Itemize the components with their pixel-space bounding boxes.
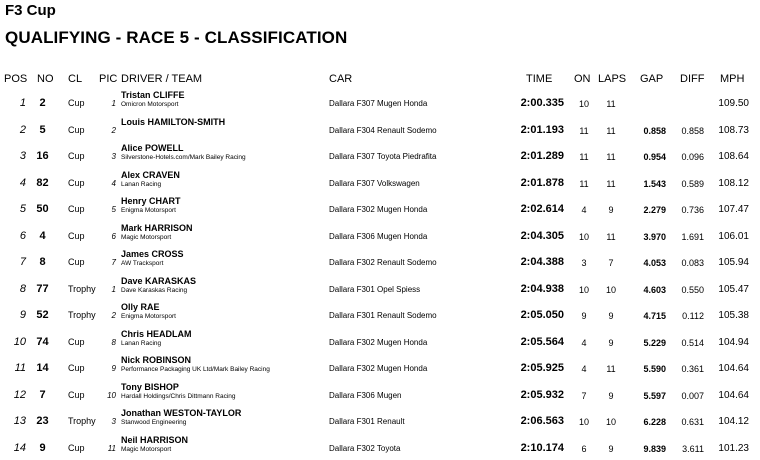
cell-driver: Chris HEADLAM xyxy=(121,329,192,339)
header-driver: DRIVER / TEAM xyxy=(121,73,202,85)
cell-car: Dallara F302 Renault Sodemo xyxy=(329,258,437,267)
cell-gap: 9.839 xyxy=(630,444,666,454)
header-no: NO xyxy=(37,73,54,85)
cell-cl: Cup xyxy=(68,178,85,188)
cell-mph: 105.47 xyxy=(708,284,749,295)
cell-laps: 9 xyxy=(600,391,622,401)
cell-team: AW Tracksport xyxy=(121,260,163,267)
cell-pos: 3 xyxy=(0,150,26,162)
cell-no: 74 xyxy=(30,336,55,348)
cell-pos: 9 xyxy=(0,309,26,321)
cell-pic: 1 xyxy=(104,99,116,108)
cell-team: Magic Motorsport xyxy=(121,234,171,241)
cell-no: 52 xyxy=(30,309,55,321)
cell-mph: 108.73 xyxy=(708,125,749,136)
header-car: CAR xyxy=(329,73,352,85)
cell-cl: Cup xyxy=(68,337,85,347)
cell-on: 6 xyxy=(573,444,595,454)
cell-mph: 108.64 xyxy=(708,151,749,162)
cell-laps: 10 xyxy=(600,285,622,295)
cell-no: 7 xyxy=(30,389,55,401)
cell-car: Dallara F304 Renault Sodemo xyxy=(329,126,437,135)
cell-driver: Tristan CLIFFE xyxy=(121,90,185,100)
cell-driver: James CROSS xyxy=(121,249,184,259)
cell-pos: 7 xyxy=(0,256,26,268)
cell-diff: 0.361 xyxy=(670,364,704,374)
cell-pos: 14 xyxy=(0,442,26,454)
cell-team: Dave Karaskas Racing xyxy=(121,287,187,294)
cell-diff: 0.514 xyxy=(670,338,704,348)
header-cl: CL xyxy=(68,73,82,85)
cell-on: 4 xyxy=(573,338,595,348)
cell-driver: Nick ROBINSON xyxy=(121,355,191,365)
cell-pic: 11 xyxy=(104,444,116,453)
header-time: TIME xyxy=(526,73,552,85)
header-mph: MPH xyxy=(720,73,744,85)
cell-mph: 104.94 xyxy=(708,337,749,348)
cell-cl: Cup xyxy=(68,257,85,267)
cell-driver: Olly RAE xyxy=(121,302,160,312)
cell-on: 11 xyxy=(573,179,595,189)
cell-diff: 0.550 xyxy=(670,285,704,295)
cell-on: 11 xyxy=(573,126,595,136)
cell-driver: Louis HAMILTON-SMITH xyxy=(121,117,225,127)
cell-cl: Cup xyxy=(68,390,85,400)
header-laps: LAPS xyxy=(598,73,626,85)
cell-gap: 4.715 xyxy=(630,311,666,321)
cell-time: 2:05.932 xyxy=(500,389,564,401)
cell-car: Dallara F306 Mugen xyxy=(329,391,401,400)
cell-car: Dallara F302 Mugen Honda xyxy=(329,205,427,214)
table-row xyxy=(0,222,760,249)
cell-laps: 11 xyxy=(600,364,622,374)
cell-pic: 8 xyxy=(104,338,116,347)
cell-mph: 105.38 xyxy=(708,310,749,321)
cell-no: 2 xyxy=(30,97,55,109)
cell-pic: 2 xyxy=(104,311,116,320)
cell-pos: 11 xyxy=(0,362,26,374)
cell-cl: Trophy xyxy=(68,416,96,426)
cell-team: Enigma Motorsport xyxy=(121,313,176,320)
header-on: ON xyxy=(574,73,591,85)
cell-diff: 0.589 xyxy=(670,179,704,189)
cell-laps: 11 xyxy=(600,152,622,162)
cell-cl: Cup xyxy=(68,231,85,241)
cell-diff: 0.736 xyxy=(670,205,704,215)
table-row xyxy=(0,89,760,116)
header-pos: POS xyxy=(4,73,27,85)
cell-pic: 2 xyxy=(104,126,116,135)
cell-diff: 3.611 xyxy=(670,444,704,454)
cell-pic: 5 xyxy=(104,205,116,214)
cell-mph: 104.12 xyxy=(708,416,749,427)
cell-laps: 9 xyxy=(600,338,622,348)
cell-time: 2:02.614 xyxy=(500,203,564,215)
cell-time: 2:01.878 xyxy=(500,177,564,189)
cell-laps: 11 xyxy=(600,126,622,136)
cell-car: Dallara F306 Mugen Honda xyxy=(329,232,427,241)
cell-laps: 11 xyxy=(600,179,622,189)
table-row xyxy=(0,142,760,169)
cell-laps: 9 xyxy=(600,311,622,321)
cell-car: Dallara F307 Toyota Piedrafita xyxy=(329,152,436,161)
cell-driver: Henry CHART xyxy=(121,196,181,206)
cell-time: 2:06.563 xyxy=(500,415,564,427)
cell-gap: 2.279 xyxy=(630,205,666,215)
cell-cl: Cup xyxy=(68,125,85,135)
cell-mph: 101.23 xyxy=(708,443,749,454)
cell-laps: 9 xyxy=(600,444,622,454)
cell-no: 16 xyxy=(30,150,55,162)
cell-diff: 0.096 xyxy=(670,152,704,162)
cell-pos: 12 xyxy=(0,389,26,401)
cell-diff: 0.631 xyxy=(670,417,704,427)
cell-diff: 0.007 xyxy=(670,391,704,401)
cell-time: 2:00.335 xyxy=(500,97,564,109)
cell-pos: 4 xyxy=(0,177,26,189)
cell-mph: 105.94 xyxy=(708,257,749,268)
cell-time: 2:04.388 xyxy=(500,256,564,268)
cell-no: 50 xyxy=(30,203,55,215)
cell-mph: 106.01 xyxy=(708,231,749,242)
cell-pic: 10 xyxy=(104,391,116,400)
cell-driver: Tony BISHOP xyxy=(121,382,179,392)
cell-team: Lanan Racing xyxy=(121,340,161,347)
cell-driver: Alice POWELL xyxy=(121,143,184,153)
cell-laps: 7 xyxy=(600,258,622,268)
cell-pos: 1 xyxy=(0,97,26,109)
cell-time: 2:05.925 xyxy=(500,362,564,374)
cell-pic: 3 xyxy=(104,152,116,161)
cell-driver: Jonathan WESTON-TAYLOR xyxy=(121,408,241,418)
cell-pos: 13 xyxy=(0,415,26,427)
table-row xyxy=(0,381,760,408)
cell-pos: 6 xyxy=(0,230,26,242)
table-row xyxy=(0,195,760,222)
cell-car: Dallara F307 Mugen Honda xyxy=(329,99,427,108)
cell-diff: 0.858 xyxy=(670,126,704,136)
cell-no: 82 xyxy=(30,177,55,189)
cell-driver: Mark HARRISON xyxy=(121,223,193,233)
table-row xyxy=(0,116,760,143)
cell-time: 2:04.305 xyxy=(500,230,564,242)
cell-cl: Cup xyxy=(68,151,85,161)
cell-no: 23 xyxy=(30,415,55,427)
cell-gap: 5.597 xyxy=(630,391,666,401)
cell-pic: 4 xyxy=(104,179,116,188)
cell-mph: 104.64 xyxy=(708,363,749,374)
cell-gap: 0.858 xyxy=(630,126,666,136)
cell-mph: 108.12 xyxy=(708,178,749,189)
cell-time: 2:01.289 xyxy=(500,150,564,162)
cell-on: 3 xyxy=(573,258,595,268)
cell-driver: Dave KARASKAS xyxy=(121,276,196,286)
cell-driver: Neil HARRISON xyxy=(121,435,188,445)
cell-team: Enigma Motorsport xyxy=(121,207,176,214)
cell-cl: Cup xyxy=(68,204,85,214)
cell-on: 10 xyxy=(573,417,595,427)
cell-no: 9 xyxy=(30,442,55,454)
cell-gap: 3.970 xyxy=(630,232,666,242)
cell-on: 7 xyxy=(573,391,595,401)
table-row xyxy=(0,301,760,328)
cell-pic: 3 xyxy=(104,417,116,426)
cell-no: 77 xyxy=(30,283,55,295)
cell-cl: Cup xyxy=(68,443,85,453)
cell-gap: 1.543 xyxy=(630,179,666,189)
cell-pos: 2 xyxy=(0,124,26,136)
cell-car: Dallara F301 Renault Sodemo xyxy=(329,311,437,320)
cell-mph: 109.50 xyxy=(708,98,749,109)
table-row xyxy=(0,434,760,460)
cell-car: Dallara F301 Renault xyxy=(329,417,405,426)
cell-gap: 5.590 xyxy=(630,364,666,374)
cell-cl: Trophy xyxy=(68,284,96,294)
cell-team: Silverstone-Hotels.com/Mark Bailey Racing xyxy=(121,154,246,161)
cell-laps: 11 xyxy=(600,99,622,109)
cell-time: 2:04.938 xyxy=(500,283,564,295)
cell-on: 10 xyxy=(573,99,595,109)
cell-time: 2:10.174 xyxy=(500,442,564,454)
cell-pic: 9 xyxy=(104,364,116,373)
cell-on: 11 xyxy=(573,152,595,162)
cell-no: 4 xyxy=(30,230,55,242)
cell-team: Lanan Racing xyxy=(121,181,161,188)
cell-team: Performance Packaging UK Ltd/Mark Bailey Racing xyxy=(121,366,270,373)
cell-cl: Cup xyxy=(68,363,85,373)
series-name: F3 Cup xyxy=(5,2,56,19)
cell-gap: 5.229 xyxy=(630,338,666,348)
header-pic: PIC xyxy=(99,73,117,85)
cell-on: 4 xyxy=(573,364,595,374)
cell-diff: 0.112 xyxy=(670,311,704,321)
cell-pic: 6 xyxy=(104,232,116,241)
cell-mph: 104.64 xyxy=(708,390,749,401)
cell-team: Omicron Motorsport xyxy=(121,101,178,108)
cell-pos: 8 xyxy=(0,283,26,295)
cell-on: 10 xyxy=(573,285,595,295)
cell-pic: 7 xyxy=(104,258,116,267)
cell-driver: Alex CRAVEN xyxy=(121,170,180,180)
cell-car: Dallara F302 Mugen Honda xyxy=(329,338,427,347)
cell-no: 8 xyxy=(30,256,55,268)
cell-laps: 11 xyxy=(600,232,622,242)
table-row xyxy=(0,328,760,355)
cell-diff: 0.083 xyxy=(670,258,704,268)
cell-team: Hardall Holdings/Chris Dittmann Racing xyxy=(121,393,236,400)
cell-gap: 4.603 xyxy=(630,285,666,295)
cell-cl: Cup xyxy=(68,98,85,108)
table-row xyxy=(0,248,760,275)
cell-cl: Trophy xyxy=(68,310,96,320)
cell-time: 2:05.564 xyxy=(500,336,564,348)
cell-laps: 10 xyxy=(600,417,622,427)
header-diff: DIFF xyxy=(680,73,704,85)
cell-car: Dallara F307 Volkswagen xyxy=(329,179,420,188)
cell-team: Magic Motorsport xyxy=(121,446,171,453)
cell-car: Dallara F302 Toyota xyxy=(329,444,400,453)
cell-pic: 1 xyxy=(104,285,116,294)
cell-mph: 107.47 xyxy=(708,204,749,215)
cell-no: 5 xyxy=(30,124,55,136)
cell-diff: 1.691 xyxy=(670,232,704,242)
table-row xyxy=(0,407,760,434)
cell-on: 4 xyxy=(573,205,595,215)
cell-laps: 9 xyxy=(600,205,622,215)
cell-on: 10 xyxy=(573,232,595,242)
cell-pos: 10 xyxy=(0,336,26,348)
cell-gap: 4.053 xyxy=(630,258,666,268)
header-gap: GAP xyxy=(640,73,663,85)
cell-car: Dallara F302 Mugen Honda xyxy=(329,364,427,373)
cell-team: Stanwood Engineering xyxy=(121,419,186,426)
cell-time: 2:05.050 xyxy=(500,309,564,321)
cell-time: 2:01.193 xyxy=(500,124,564,136)
cell-on: 9 xyxy=(573,311,595,321)
cell-no: 14 xyxy=(30,362,55,374)
page-title: QUALIFYING - RACE 5 - CLASSIFICATION xyxy=(5,28,347,48)
cell-car: Dallara F301 Opel Spiess xyxy=(329,285,420,294)
cell-pos: 5 xyxy=(0,203,26,215)
table-row xyxy=(0,354,760,381)
table-row xyxy=(0,275,760,302)
table-row xyxy=(0,169,760,196)
cell-gap: 6.228 xyxy=(630,417,666,427)
cell-gap: 0.954 xyxy=(630,152,666,162)
